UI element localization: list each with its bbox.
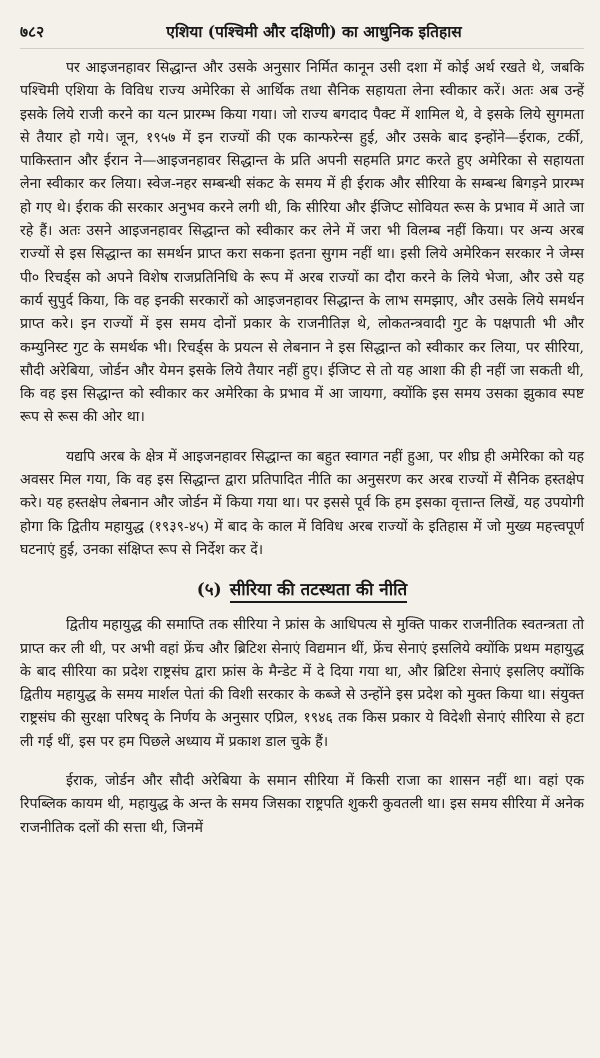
section-heading — [20, 578, 584, 602]
page-number: ७८२ — [20, 22, 45, 41]
running-title: एशिया (पश्चिमी और दक्षिणी) का आधुनिक इतिहास — [166, 22, 462, 41]
paragraph-3: द्वितीय महायुद्ध की समाप्ति तक सीरिया ने फ्रांस के आधिपत्य से मुक्ति पाकर राजनीतिक स्वतन्त्रता तो प्राप्त कर ली थी, पर अभी वहां फ्रेंच और ब्रिटिश सेनाएं विद्यमान थीं, फ्रेंच सेनाएं इसलिये क्योंकि प्रथम महायुद्ध के बाद सीरिया का प्रदेश राष्ट्रसंघ द्वारा फ्रांस के मैन्डेट में दे दिया गया था, और ब्रिटिश सेनाएं इसलिए क्योंकि द्वितीय महायुद्ध के समय मार्शल पेतां की विशी सरकार के कब्जे से उन्होंने इस प्रदेश को मुक्त किया था। संयुक्त राष्ट्रसंघ की सुरक्षा परिषद् के निर्णय के अनुसार एप्रिल, १९४६ तक किस प्रकार ये विदेशी सेनाएं सीरिया से हटा ली गई थीं, इस पर हम पिछले अध्याय में प्रकाश डाल चुके हैं। — [20, 617, 584, 750]
paragraph-4: ईराक, जोर्डन और सौदी अरेबिया के समान सीरिया में किसी राजा का शासन नहीं था। वहां एक रिपब्लिक कायम थी, महायुद्ध के अन्त के समय जिसका राष्ट्रपति शुकरी कुवतली था। इस समय सीरिया में अनेक राजनीतिक दलों की सत्ता थी, जिनमें — [20, 773, 584, 836]
section-number: (५) — [196, 580, 222, 601]
paragraph-2: यद्यपि अरब के क्षेत्र में आइजनहावर सिद्धान्त का बहुत स्वागत नहीं हुआ, पर शीघ्र ही अमेरिका को यह अवसर मिल गया, कि वह इस सिद्धान्त द्वारा प्रतिपादित नीति का अनुसरण कर अरब राज्यों में सैनिक हस्तक्षेप करे। यह हस्तक्षेप लेबनान और जोर्डन में किया गया था। पर इससे पूर्व कि हम इसका वृत्तान्त लिखें, यह उपयोगी होगा कि द्वितीय महायुद्ध (१९३९-४५) में बाद के काल में विविध अरब राज्यों के इतिहास में जो मुख्य महत्त्वपूर्ण घटनाएं हुई, उनका संक्षिप्त रूप से निर्देश कर दें। — [20, 448, 584, 558]
page-header — [20, 22, 584, 49]
paragraph-1: पर आइजनहावर सिद्धान्त और उसके अनुसार निर्मित कानून उसी दशा में कोई अर्थ रखते थे, जबकि पश्चिमी एशिया के विविध राज्य अमेरिका से आर्थिक तथा सैनिक सहायता लेना स्वीकार करें। अतः अब उन्हें इसके लिये राजी करने का यत्न प्रारम्भ किया गया। जो राज्य बगदाद पैक्ट में शामिल थे, वे इसके लिये सुगमता से तैयार हो गये। जून, १९५७ में इन राज्यों की एक कान्फरेन्स हुई, और उसके बाद इन्होंने—ईराक, टर्की, पाकिस्तान और ईरान ने—आइजनहावर सिद्धान्त के प्रति अपनी सहमति प्रगट करते हुए अमेरिका से सहायता लेना स्वीकार कर लिया। स्वेज-नहर सम्बन्धी संकट के समय में ही ईराक और सीरिया के सम्बन्ध बिगड़ने प्रारम्भ हो गए थे। ईराक की सरकार अनुभव करने लगी थी, कि सीरिया और ईजिप्ट सोवियत रूस के प्रभाव में आते जा रहे हैं। अतः उसने आइजनहावर सिद्धान्त को स्वीकार कर लेने में जरा भी विलम्ब नहीं किया। पर अन्य अरब राज्यों से इस सिद्धान्त का समर्थन प्राप्त करा सकना इतना सुगम नहीं था। इसी लिये अमेरिकन सरकार ने जेम्स पी० रिचर्ड्स को अपने विशेष राजप्रतिनिधि के रूप में अरब राज्यों का दौरा करने के लिये भेजा, और उसे यह कार्य सुपुर्द किया, कि वह इनकी सरकारों को आइजनहावर सिद्धान्त के लाभ समझाए, और उसके लिये समर्थन प्राप्त करे। इन राज्यों में इस समय दोनों प्रकार के राजनीतिज्ञ थे, लोकतन्त्रवादी गुट के पक्षपाती भी और कम्युनिस्ट गुट के समर्थक भी। रिचर्ड्स के प्रयत्न से लेबनान ने इस सिद्धान्त को स्वीकार कर लिया, पर सीरिया, सौदी अरेबिया, जोर्डन और येमन इसके लिये तैयार नहीं हुए। ईजिप्ट से तो यह आशा की ही नहीं जा सकती थी, कि वह इस सिद्धान्त को स्वीकार कर अमेरिका के प्रभाव में आ जायगा, क्योंकि इस समय उसका झुकाव स्पष्ट रूप से रूस की ओर था। — [20, 60, 584, 426]
section-title: सीरिया की तटस्थता की नीति — [230, 580, 408, 603]
